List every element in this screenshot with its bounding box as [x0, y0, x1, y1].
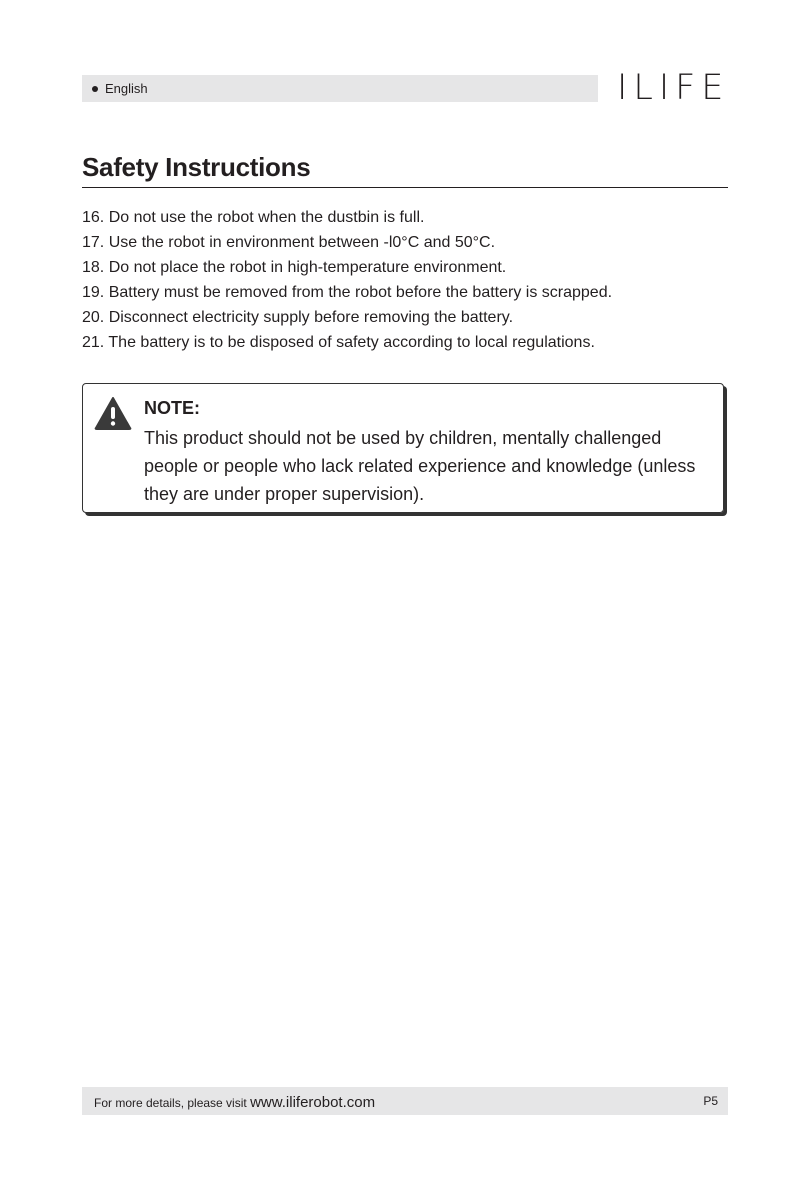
list-item: 16. Do not use the robot when the dustbin is full.: [82, 209, 425, 226]
note-box: [82, 383, 724, 513]
footer-prefix: For more details, please visit: [94, 1096, 251, 1110]
footer-bar: [82, 1087, 728, 1115]
list-item: 20. Disconnect electricity supply before removing the battery.: [82, 309, 514, 326]
footer-url: www.iliferobot.com: [250, 1094, 376, 1111]
page-number: P5: [703, 1094, 718, 1108]
list-item: 18. Do not place the robot in high-temperature environment.: [82, 259, 507, 276]
brand-logo: ILIFE: [617, 68, 730, 108]
bullet-icon: [92, 86, 98, 92]
list-item: 21. The battery is to be disposed of safety according to local regulations.: [82, 334, 595, 351]
page-title: Safety Instructions: [82, 152, 311, 182]
note-title: NOTE:: [144, 398, 200, 418]
title-divider: [82, 187, 728, 188]
warning-icon: [94, 396, 132, 430]
list-item: 17. Use the robot in environment between -l0°C and 50°C.: [82, 234, 496, 251]
instruction-list: [82, 205, 612, 355]
note-body: This product should not be used by children, mentally challenged people or people who lack related experience and knowledge (unless they are under proper supervision).: [144, 428, 696, 504]
language-bar: [82, 75, 598, 102]
footer-text: [94, 1094, 375, 1111]
language-label: English: [105, 81, 148, 96]
list-item: 19. Battery must be removed from the robot before the battery is scrapped.: [82, 284, 613, 301]
